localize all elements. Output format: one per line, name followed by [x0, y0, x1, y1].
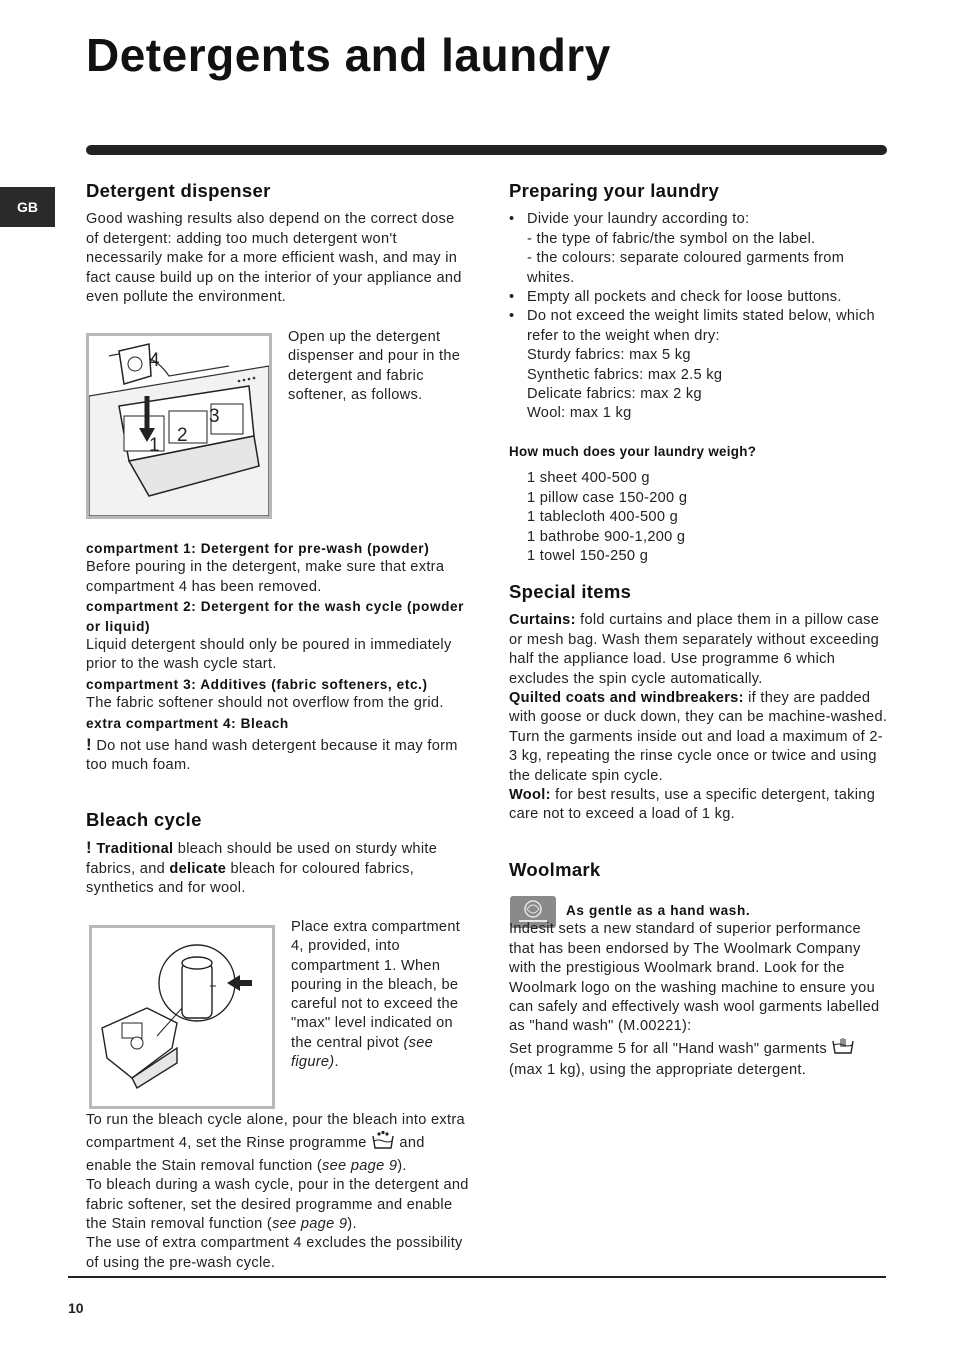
figure-label-2: 2: [177, 425, 188, 446]
bleach-intro: [86, 838, 466, 898]
bleach-cycle-section: [86, 810, 466, 899]
see-page-link-2: see page 9: [272, 1216, 348, 1233]
woolmark-section: [509, 860, 889, 879]
laundry-weigh-heading: How much does your laundry weigh?: [509, 443, 757, 459]
bleach-caption-see-figure: (see figure): [291, 1034, 434, 1071]
bullet-divide-colours: - the colours: separate coloured garments from whites.: [527, 250, 845, 286]
rinse-programme-icon: [371, 1130, 395, 1156]
bullet-divide-fabric: - the type of fabric/the symbol on the label.: [527, 230, 816, 247]
language-tab: GB: [0, 187, 55, 227]
bleach-during-paragraph: [86, 1176, 471, 1234]
wool-paragraph: [509, 786, 889, 825]
bleach-cycle-heading: Bleach cycle: [86, 809, 202, 830]
special-items-section: [509, 582, 889, 825]
detergent-dispenser-heading: Detergent dispenser: [86, 180, 271, 201]
figure-label-1: 1: [149, 435, 160, 456]
limit-item: Delicate fabrics: max 2 kg: [527, 386, 702, 403]
see-page-link-1: see page 9: [322, 1157, 398, 1174]
weight-item: 1 bathrobe 900-1,200 g: [527, 528, 686, 545]
dispenser-illustration: [89, 336, 269, 516]
compartment-4-title: extra compartment 4: Bleach: [86, 715, 289, 731]
figure-label-3: 3: [209, 406, 220, 427]
wool-label: Wool:: [509, 787, 551, 804]
dispenser-figure: [86, 333, 272, 519]
bleach-instructions: [86, 1111, 471, 1273]
quilted-text: if they are padded with goose or duck down, they can be machine-washed. Turn the garments inside out and load a maximum of 2-3 kg, repeating the rinse cycle once or twice and using the delicate spin cycle.: [509, 690, 888, 784]
weights-list: [509, 469, 889, 566]
bleach-caption-end: .: [334, 1054, 339, 1071]
footer-rule: [68, 1276, 886, 1278]
weight-item: 1 tablecloth 400-500 g: [527, 509, 679, 526]
woolmark-text: Indesit sets a new standard of superior performance that has been endorsed by The Woolmark Company with the prestigious Woolmark brand. Look for the Woolmark logo on the washing machine to ensure you can safely and effectively wash wool garments labelled as "hand wash" (M.00221):: [509, 921, 880, 1035]
limit-item: Synthetic fabrics: max 2.5 kg: [527, 366, 723, 383]
compartment-3-text: The fabric softener should not overflow from the grid.: [86, 695, 444, 712]
special-items-heading: Special items: [509, 581, 632, 602]
weight-item: 1 pillow case 150-200 g: [527, 489, 688, 506]
compartments-section: [86, 539, 466, 776]
bleach-compartment-illustration: [92, 928, 272, 1106]
bleach-text-2: bleach for coloured fabrics, synthetics and for wool.: [86, 860, 415, 897]
delicate-label: delicate: [169, 860, 227, 877]
preparing-laundry-section: [509, 181, 889, 566]
bleach-text-1: bleach should be used on sturdy white fabrics, and: [86, 841, 438, 877]
weight-item: 1 towel 150-250 g: [527, 547, 649, 564]
bullet-pockets: • Empty all pockets and check for loose buttons.: [509, 288, 889, 307]
quilted-label: Quilted coats and windbreakers:: [509, 690, 744, 707]
warning-text: Do not use hand wash detergent because it may form too much foam.: [86, 738, 458, 774]
bleach-warning-mark: !: [86, 838, 92, 858]
bleach-during-text: To bleach during a wash cycle, pour in the detergent and fabric softener, set the desired programme and enable the Stain removal function (: [86, 1177, 469, 1233]
bleach-alone-paragraph: [86, 1111, 471, 1176]
title-rule: [86, 145, 887, 155]
compartment-1-title: compartment 1: Detergent for pre-wash (powder): [86, 541, 430, 556]
preparing-bullets: [509, 210, 889, 423]
woolmark-last: [509, 1037, 889, 1081]
bleach-alone-close: ).: [397, 1157, 407, 1174]
compartment-2-text: Liquid detergent should only be poured in immediately prior to the wash cycle start.: [86, 637, 452, 673]
curtains-label: Curtains:: [509, 612, 576, 629]
bleach-last-paragraph: The use of extra compartment 4 excludes the possibility of using the pre-wash cycle.: [86, 1235, 463, 1271]
compartment-1-text: Before pouring in the detergent, make sure that extra compartment 4 has been removed.: [86, 559, 445, 595]
traditional-label: Traditional: [96, 841, 174, 858]
warning-mark: !: [86, 735, 92, 755]
bleach-during-close: ).: [347, 1216, 357, 1233]
page-number: 10: [68, 1300, 84, 1316]
hand-wash-warning: [86, 735, 466, 776]
bleach-alone-text-1: To run the bleach cycle alone, pour the bleach into extra compartment 4, set the Rinse programme: [86, 1112, 465, 1152]
bleach-figure-caption: [291, 918, 471, 1072]
woolmark-subhead: As gentle as a hand wash.: [566, 903, 751, 918]
woolmark-heading: Woolmark: [509, 859, 601, 880]
woolmark-body: [509, 901, 889, 1081]
woolmark-last-text-1: Set programme 5 for all "Hand wash" garments: [509, 1040, 832, 1057]
curtains-paragraph: [509, 611, 889, 689]
page-title: Detergents and laundry: [86, 29, 611, 81]
dispenser-intro: Good washing results also depend on the correct dose of detergent: adding too much detergent won't necessarily make for a more efficient wash, and may in fact cause build up on the interior of your appliance and even pollute the environment.: [86, 211, 462, 306]
limit-item: Wool: max 1 kg: [527, 405, 632, 422]
bullet-weight-limits: [509, 307, 889, 423]
limit-item: Sturdy fabrics: max 5 kg: [527, 347, 691, 364]
quilted-paragraph: [509, 689, 889, 786]
hand-wash-icon: [831, 1037, 855, 1061]
bullet-divide-text: • Divide your laundry according to:: [527, 211, 750, 228]
bleach-alone-text-2: and enable the Stain removal function (: [86, 1135, 425, 1174]
dispenser-figure-caption: Open up the detergent dispenser and pour in the detergent and fabric softener, as follows.: [288, 329, 461, 404]
compartment-2-title: compartment 2: Detergent for the wash cycle (powder or liquid): [86, 599, 465, 634]
bullet-weight-text: • Do not exceed the weight limits stated below, which refer to the weight when dry:: [527, 308, 875, 344]
woolmark-last-text-2: (max 1 kg), using the appropriate detergent.: [509, 1062, 807, 1079]
weight-item: 1 sheet 400-500 g: [527, 470, 650, 487]
bleach-caption-main: Place extra compartment 4, provided, into compartment 1. When pouring in the bleach, be careful not to exceed the "max" level indicated on the central pivot: [291, 919, 461, 1051]
compartment-3-title: compartment 3: Additives (fabric softeners, etc.): [86, 676, 428, 692]
figure-label-4: 4: [149, 350, 160, 371]
bullet-divide: [509, 210, 889, 288]
detergent-dispenser-section: [86, 181, 466, 307]
curtains-text: fold curtains and place them in a pillow case or mesh bag. Wash them separately without exceeding half the appliance load. Use programme 6 which excludes the spin cycle automatically.: [509, 612, 880, 687]
bleach-figure: [89, 925, 275, 1109]
wool-text: for best results, use a specific detergent, taking care not to exceed a load of 1 kg.: [509, 787, 876, 823]
preparing-laundry-heading: Preparing your laundry: [509, 180, 720, 201]
